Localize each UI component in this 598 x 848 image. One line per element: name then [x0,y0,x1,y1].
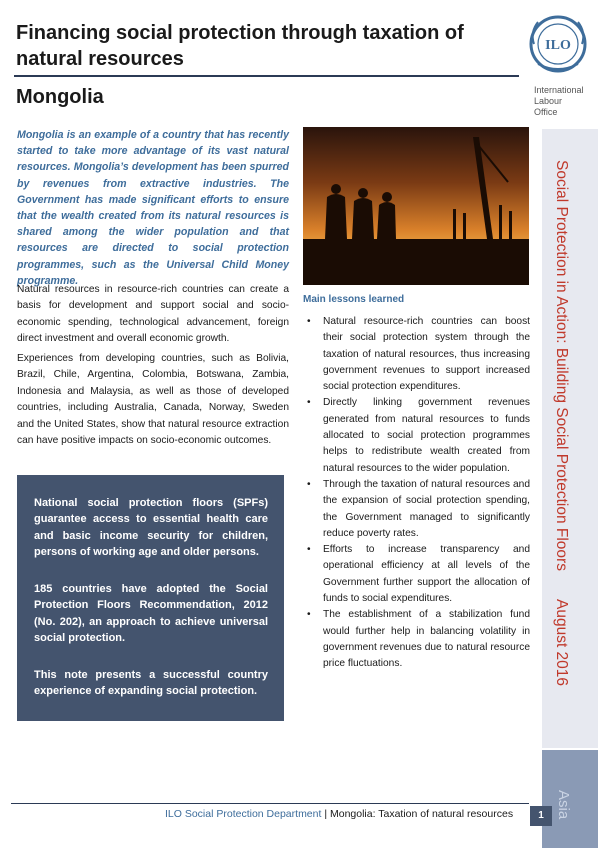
org-name-text: International Labour Office [534,85,584,117]
region-tab-label: Asia [555,790,572,820]
logo-lettering: ILO [545,38,571,53]
lesson-text: Natural resource-rich countries can boost their social protection system through the taxation of natural resources, thus increasing government revenues to support increased social protection expenditures. [323,316,530,393]
country-heading: Mongolia [16,86,104,108]
sunset-workers-photo [303,127,529,285]
lesson-text: Directly linking government revenues generated from natural resources to funds allocated to social protection programmes helps to redistribute wealth created from natural resources to the wider population. [323,397,530,474]
series-sidebar [542,129,598,748]
ilo-logo [528,14,588,76]
body-paragraph-1: Natural resources in resource-rich countries can create a basis for development and support social and socio-economic spending, technological advancement, foreign direct investment and overall economic growth. [17,284,289,345]
bullet-icon: • [307,544,311,556]
bullet-icon: • [307,316,311,327]
lesson-text: The establishment of a stabilization fund would further help in balancing volatility in government revenues due to natural resource price fluctuations. [323,609,530,670]
footer-department: ILO Social Protection Department [165,808,322,820]
list-item [303,542,530,607]
footer-divider [11,803,529,804]
bullet-icon: • [307,397,311,409]
publication-date: August 2016 [553,598,570,687]
list-item [303,477,530,542]
footer-separator: | [321,808,330,820]
page-number: 1 [530,806,552,826]
org-name [534,85,582,118]
intro-paragraph: Mongolia is an example of a country that has recently started to take more advantage of its vast natural resources. Mongolia’s development has been spurred by revenues from extractive industries. The Government has made significant efforts to ensure that the wealth created from its natural resources is shared among the wider population and that resources are directed to social protection programmes, such as the Universal Child Money programme. [17,129,289,287]
bullet-icon: • [307,609,311,621]
list-item [303,314,530,395]
bullet-icon: • [307,478,311,490]
footer-doc-title: Mongolia: Taxation of natural resources [329,808,514,820]
lessons-list [303,314,530,673]
list-item [303,395,530,476]
list-item [303,607,530,672]
info-box-paragraph-2: 185 countries have adopted the Social Protection Floors Recommendation, 2012 (No. 202), an approach to achieve universal social protection. [34,583,268,645]
title-divider [14,75,519,77]
spf-info-box [17,475,284,721]
info-box-paragraph-3: This note presents a successful country experience of expanding social protection. [34,669,268,698]
document-title: Financing social protection through taxation of natural resources [16,22,464,70]
series-sidebar-text [552,160,570,686]
info-box-paragraph-1: National social protection floors (SPFs) guarantee access to essential health care and basic income security for children, persons of working age and older persons. [34,497,268,559]
lessons-heading: Main lessons learned [303,294,405,305]
lesson-text: Through the taxation of natural resources and the expansion of social protection spending, the Government managed to significantly reduce poverty rates. [323,478,530,539]
body-paragraph-2: Experiences from developing countries, such as Bolivia, Brazil, Chile, Argentina, Colombia, Botswana, Zambia, Indonesia and Malaysia, as well as those of developed countries, including Australia, Canada, Norway, Sweden and the United States, show that natural resource extraction can have positive impacts on socio-economic outcomes. [17,353,289,447]
lesson-text: Efforts to increase transparency and operational efficiency at all levels of the Government further support the allocation of funds to social expenditures. [323,544,530,605]
series-title: Social Protection in Action: Building Social Protection Floors [553,160,570,571]
page-footer [165,808,513,820]
